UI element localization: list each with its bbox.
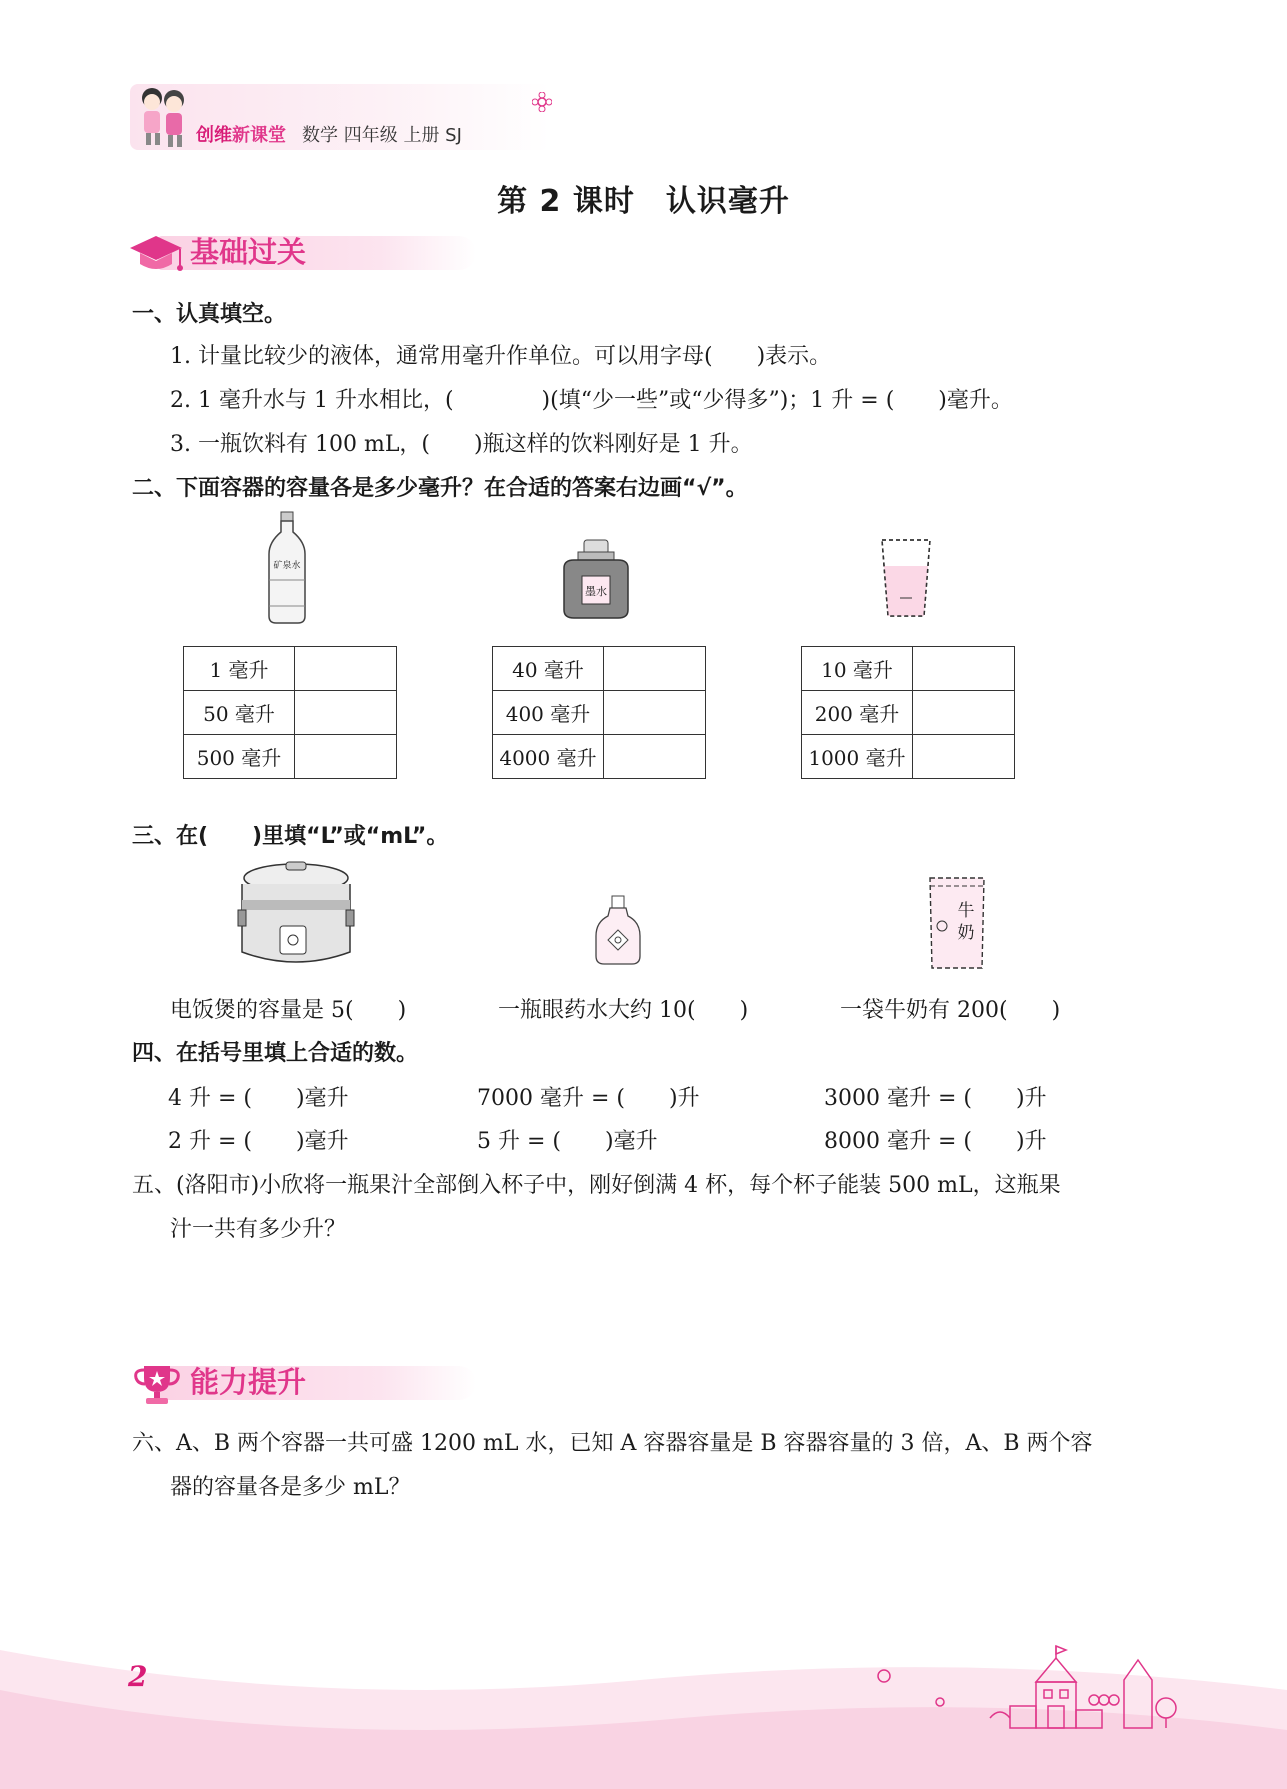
table-row [184,691,397,735]
q3-item-milk: 一袋牛奶有 200( ) [840,998,1061,1023]
option-label: 40 毫升 [493,647,604,691]
option-label: 200 毫升 [802,691,913,735]
q4-r2-c3: 8000 毫升 = ( )升 [824,1129,1047,1154]
q4-title: 四、在括号里填上合适的数。 [132,1041,419,1066]
cartoon-kids-icon [126,78,196,152]
q1-title: 一、认真填空。 [132,302,287,327]
milk-bag-icon [926,872,988,972]
capacity-table-ink [492,646,706,779]
rice-cooker-icon [236,860,356,972]
check-box[interactable] [913,647,1015,691]
table-row [184,647,397,691]
section-banner-advance [128,1358,488,1404]
check-box[interactable] [295,691,397,735]
flower-icon [532,92,552,112]
header-subtitle: 数学 四年级 上册 SJ [302,125,462,146]
check-box[interactable] [604,735,706,779]
table-row [802,735,1015,779]
q1-item-1: 1. 计量比较少的液体，通常用毫升作单位。可以用字母( )表示。 [170,344,832,369]
section-title-basic: 基础过关 [190,235,307,269]
svg-text:奶: 奶 [957,923,975,943]
q4-r2-c1: 2 升 = ( )毫升 [168,1129,349,1154]
q3-title: 三、在( )里填“L”或“mL”。 [132,824,449,849]
q6-line-1: 六、A、B 两个容器一共可盛 1200 mL 水，已知 A 容器容量是 B 容器容量的 3 倍，A、B 两个容 [132,1431,1093,1456]
trophy-icon [132,1362,182,1406]
check-box[interactable] [295,735,397,779]
section-banner-basic [128,228,488,274]
q3-item-eyedrops: 一瓶眼药水大约 10( ) [498,998,749,1023]
option-label: 400 毫升 [493,691,604,735]
table-row [802,691,1015,735]
option-label: 1 毫升 [184,647,295,691]
glass-cup-icon [876,536,936,622]
eye-drops-icon [592,894,644,968]
q1-item-3: 3. 一瓶饮料有 100 mL，( )瓶这样的饮料刚好是 1 升。 [170,432,753,457]
svg-text:墨水: 墨水 [585,585,607,598]
capacity-table-cup [801,646,1015,779]
check-box[interactable] [913,735,1015,779]
svg-text:矿泉水: 矿泉水 [273,561,301,571]
q5-line-2: 汁一共有多少升？ [170,1217,347,1242]
q4-r1-c3: 3000 毫升 = ( )升 [824,1086,1047,1111]
footer-wave [0,1610,1287,1789]
option-label: 10 毫升 [802,647,913,691]
option-label: 1000 毫升 [802,735,913,779]
q2-title: 二、下面容器的容量各是多少毫升？在合适的答案右边画“√”。 [132,476,748,501]
ink-bottle-icon [560,538,632,622]
table-row [184,735,397,779]
capacity-table-bottle [183,646,397,779]
q3-item-cooker: 电饭煲的容量是 5( ) [170,998,407,1023]
q4-r2-c2: 5 升 = ( )毫升 [477,1129,658,1154]
section-title-advance: 能力提升 [190,1365,307,1399]
q1-item-2: 2. 1 毫升水与 1 升水相比，( )(填“少一些”或“少得多”)；1 升 = ( )毫升。 [170,388,1013,413]
table-row [493,647,706,691]
q6-line-2: 器的容量各是多少 mL？ [170,1475,411,1500]
q4-r1-c2: 7000 毫升 = ( )升 [477,1086,700,1111]
svg-text:牛: 牛 [957,901,975,921]
option-label: 50 毫升 [184,691,295,735]
q4-r1-c1: 4 升 = ( )毫升 [168,1086,349,1111]
page-number: 2 [128,1660,148,1693]
table-row [493,735,706,779]
check-box[interactable] [604,691,706,735]
table-row [493,691,706,735]
header-title: 创维新课堂 数学 四年级 上册 SJ [196,125,462,146]
option-label: 4000 毫升 [493,735,604,779]
q5-line-1: 五、(洛阳市)小欣将一瓶果汁全部倒入杯子中，刚好倒满 4 杯，每个杯子能装 500 mL，这瓶果 [132,1173,1061,1198]
check-box[interactable] [295,647,397,691]
option-label: 500 毫升 [184,735,295,779]
check-box[interactable] [604,647,706,691]
check-box[interactable] [913,691,1015,735]
lesson-title: 第 2 课时 认识毫升 [497,184,790,219]
water-bottle-icon [262,510,312,626]
table-row [802,647,1015,691]
graduation-cap-icon [128,232,184,276]
